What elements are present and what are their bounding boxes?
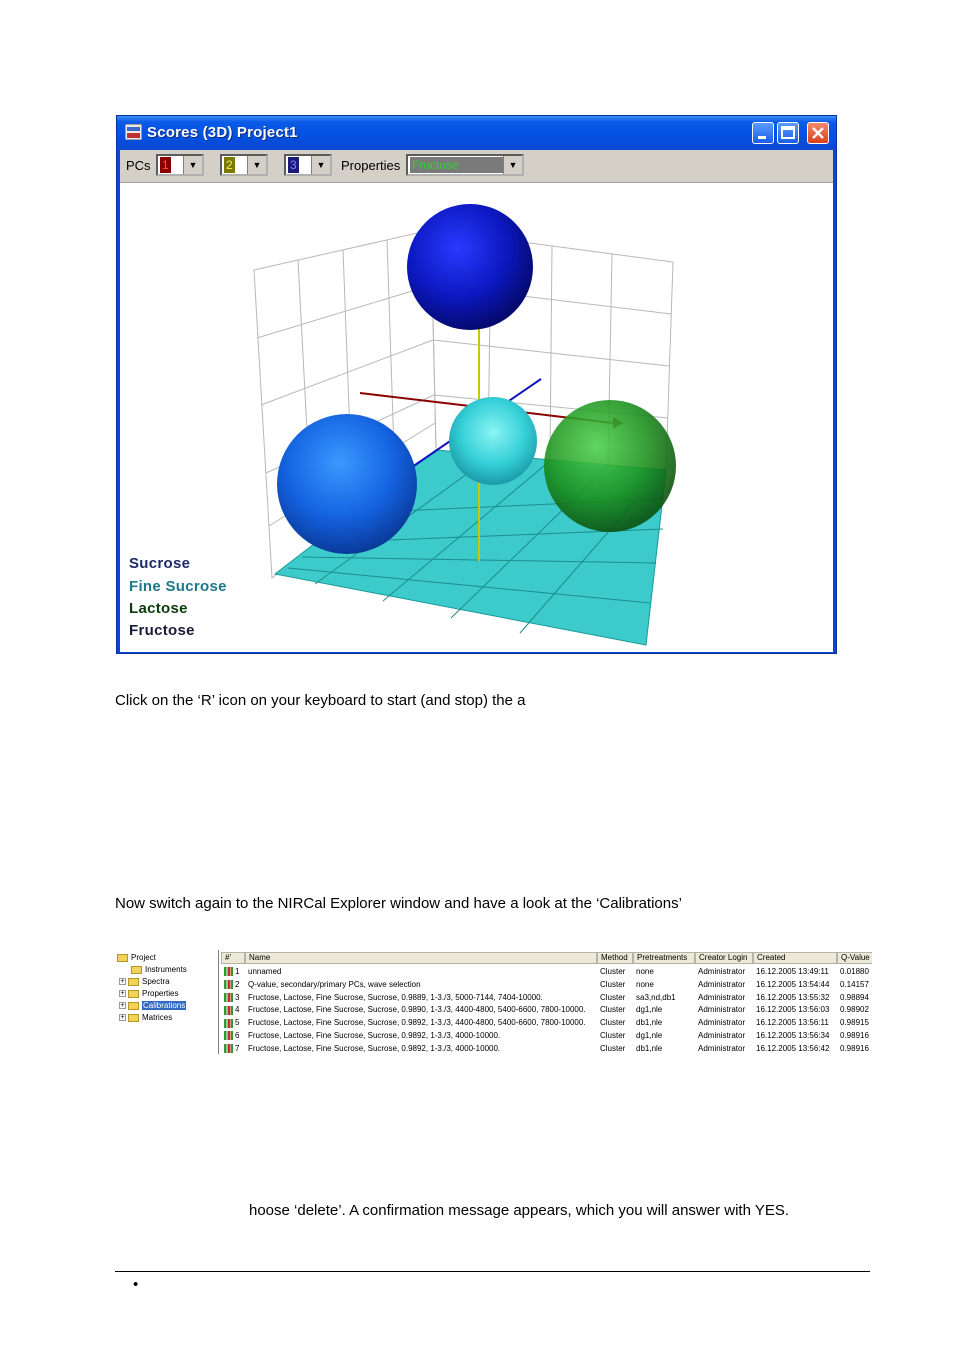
property-value: Fructose (410, 157, 506, 173)
table-cell[interactable] (248, 1017, 598, 1029)
folder-icon (128, 1002, 139, 1010)
table-cell[interactable] (840, 1043, 872, 1054)
table-cell[interactable] (248, 979, 598, 991)
column-header-created[interactable]: Created (753, 952, 837, 964)
pc2-value: 2 (226, 158, 233, 172)
cell-text: Cluster (600, 967, 626, 976)
tree-item-spectra[interactable] (119, 976, 170, 988)
legend-sucrose: Sucrose (129, 555, 191, 572)
maximize-icon (778, 123, 798, 143)
properties-label: Properties (341, 158, 401, 173)
table-cell[interactable] (636, 1017, 698, 1029)
fine-sucrose-sphere (449, 397, 537, 485)
cell-text: Cluster (600, 1031, 626, 1040)
expand-icon[interactable]: + (120, 978, 125, 986)
pcs-label: PCs (126, 158, 151, 173)
table-cell[interactable] (840, 979, 872, 991)
cell-text: 0.98916 (840, 1043, 869, 1053)
cell-text: 16.12.2005 13:55:32 (756, 992, 830, 1002)
column-header-q-value[interactable]: Q-Value (837, 952, 872, 964)
cell-text: Administrator (698, 992, 746, 1002)
chevron-down-icon: ▼ (503, 156, 522, 174)
cell-text: unnamed (248, 967, 282, 976)
calibration-icon (224, 1031, 233, 1040)
cell-text: Fructose, Lactose, Fine Sucrose, Sucrose, 0.9890, 1-3./3, 4400-4800, 5400-6600, 7800-10000. (248, 1005, 586, 1015)
scores-3d-plot[interactable] (120, 183, 833, 652)
table-cell[interactable] (698, 966, 756, 978)
table-cell[interactable] (756, 966, 840, 978)
folder-icon (117, 954, 128, 962)
minimize-button[interactable] (752, 122, 774, 144)
close-icon (808, 123, 828, 143)
legend-fructose: Fructose (129, 622, 195, 639)
table-cell[interactable] (636, 992, 698, 1004)
cell-text: dg1,nle (636, 1031, 663, 1040)
cell-text: 0.98894 (840, 992, 869, 1002)
table-cell[interactable] (248, 1030, 598, 1042)
table-cell[interactable] (840, 1004, 872, 1016)
cell-text: Cluster (600, 1018, 626, 1028)
pc2-select[interactable] (220, 154, 268, 176)
cell-text: 0.98902 (840, 1005, 869, 1015)
fructose-sphere (407, 204, 533, 330)
pc3-value: 3 (290, 158, 297, 172)
table-cell[interactable] (600, 1004, 636, 1016)
legend-lactose: Lactose (129, 600, 188, 617)
cell-text: Administrator (698, 967, 746, 976)
tree-item-label: Instruments (145, 965, 187, 974)
calibration-icon (224, 1044, 233, 1053)
cell-text: 7 (235, 1043, 240, 1053)
pc-toolbar (120, 150, 833, 183)
column-header-creator-login[interactable]: Creator Login (695, 952, 753, 964)
cell-text: 6 (235, 1031, 240, 1040)
calibration-icon (224, 993, 233, 1002)
chevron-down-icon: ▼ (183, 156, 202, 174)
paragraph-delete: hoose ‘delete’. A confirmation message appears, which you will answer with YES. (249, 1202, 790, 1219)
table-cell[interactable] (756, 1004, 840, 1016)
tree-item-label: Matrices (142, 1013, 173, 1022)
cell-text: Administrator (698, 1005, 746, 1015)
window-title: Scores (3D) Project1 (147, 124, 298, 141)
table-cell[interactable] (636, 966, 698, 978)
lactose-sphere (544, 400, 676, 532)
cell-text: 16.12.2005 13:56:11 (756, 1018, 829, 1028)
column-header-index[interactable]: #' (221, 952, 245, 964)
table-cell[interactable] (248, 966, 598, 978)
nircal-explorer (115, 950, 872, 1054)
calibration-icon (224, 1019, 233, 1028)
table-cell[interactable] (636, 1004, 698, 1016)
cell-text: Fructose, Lactose, Fine Sucrose, Sucrose, 0.9892, 1-3./3, 4000-10000. (248, 1031, 501, 1040)
row-index-cell[interactable] (224, 1004, 248, 1016)
row-index-cell[interactable] (224, 966, 248, 978)
sucrose-sphere (277, 414, 417, 554)
cell-text: 0.14157 (840, 979, 869, 989)
table-cell[interactable] (698, 992, 756, 1004)
folder-icon (131, 966, 142, 974)
cell-text: dg1,nle (636, 1005, 663, 1015)
table-cell[interactable] (600, 1043, 636, 1054)
folder-icon (128, 978, 139, 986)
tree-item-label: Spectra (142, 977, 170, 986)
cell-text: 16.12.2005 13:54:44 (756, 979, 830, 989)
table-cell[interactable] (698, 1030, 756, 1042)
cell-text: 16.12.2005 13:56:42 (756, 1043, 830, 1053)
row-index-cell[interactable] (224, 1043, 248, 1054)
pc1-select[interactable] (156, 154, 204, 176)
table-cell[interactable] (756, 1043, 840, 1054)
cell-text: Administrator (698, 1031, 746, 1040)
cell-text: 0.98915 (840, 1018, 869, 1028)
close-button[interactable] (807, 122, 829, 144)
cell-text: Cluster (600, 1043, 626, 1053)
cell-text: Fructose, Lactose, Fine Sucrose, Sucrose, 0.9892, 1-3./3, 4000-10000. (248, 1043, 501, 1053)
column-header-method[interactable]: Method (597, 952, 633, 964)
app-icon (125, 124, 142, 140)
table-cell[interactable] (756, 992, 840, 1004)
paragraph-rotate: Click on the ‘R’ icon on your keyboard to start (and stop) the a (115, 692, 526, 709)
cell-text: 4 (235, 1005, 240, 1015)
table-cell[interactable] (756, 1017, 840, 1029)
chevron-down-icon: ▼ (311, 156, 330, 174)
table-cell[interactable] (248, 1043, 598, 1054)
calibration-icon (224, 1006, 233, 1015)
cell-text: none (636, 979, 654, 989)
table-cell[interactable] (698, 1043, 756, 1054)
cell-text: 1 (235, 967, 240, 976)
table-cell[interactable] (698, 1017, 756, 1029)
cell-text: Cluster (600, 1005, 626, 1015)
cell-text: none (636, 967, 654, 976)
table-cell[interactable] (636, 979, 698, 991)
table-cell[interactable] (248, 992, 598, 1004)
table-cell[interactable] (698, 1004, 756, 1016)
cell-text: sa3,nd,db1 (636, 992, 676, 1002)
row-index-cell[interactable] (224, 1030, 248, 1042)
table-cell[interactable] (600, 1017, 636, 1029)
cell-text: Q-value, secondary/primary PCs, wave selection (248, 979, 421, 989)
cell-text: Fructose, Lactose, Fine Sucrose, Sucrose, 0.9892, 1-3./3, 4400-4800, 5400-6600, 7800-10000. (248, 1018, 586, 1028)
row-index-cell[interactable] (224, 992, 248, 1004)
cell-text: 0.01880 (840, 967, 869, 976)
folder-icon (128, 1014, 139, 1022)
table-cell[interactable] (636, 1043, 698, 1054)
cell-text: Administrator (698, 979, 746, 989)
table-cell[interactable] (248, 1004, 598, 1016)
cell-text: db1,nle (636, 1043, 663, 1053)
plot-area[interactable] (120, 183, 833, 652)
tree-item-label: Properties (142, 989, 179, 998)
project-tree (115, 950, 219, 1054)
tree-item-matrices[interactable] (119, 1012, 172, 1024)
table-cell[interactable] (698, 979, 756, 991)
chevron-down-icon: ▼ (247, 156, 266, 174)
calibrations-table (221, 950, 872, 1054)
cell-text: 0.98916 (840, 1031, 869, 1040)
table-cell[interactable] (600, 992, 636, 1004)
column-header-name[interactable]: Name (245, 952, 597, 964)
expand-icon[interactable]: + (120, 990, 125, 998)
maximize-button[interactable] (777, 122, 799, 144)
cell-text: Fructose, Lactose, Fine Sucrose, Sucrose, 0.9889, 1-3./3, 5000-7144, 7404-10000. (248, 992, 543, 1002)
table-cell[interactable] (600, 1030, 636, 1042)
legend-fine-sucrose: Fine Sucrose (129, 578, 227, 595)
title-bar[interactable] (117, 116, 836, 150)
table-cell[interactable] (840, 1017, 872, 1029)
cell-text: db1,nle (636, 1018, 663, 1028)
table-cell[interactable] (756, 1030, 840, 1042)
tree-item-label: Calibrations (143, 1001, 186, 1010)
folder-icon (128, 990, 139, 998)
cell-text: Cluster (600, 979, 626, 989)
cell-text: 2 (235, 979, 240, 989)
calibration-icon (224, 967, 233, 976)
pc1-value: 1 (162, 158, 169, 172)
tree-item-instruments[interactable] (131, 964, 187, 976)
cell-text: Administrator (698, 1018, 746, 1028)
footer-divider (115, 1271, 870, 1272)
expand-icon[interactable]: + (120, 1014, 125, 1022)
pc3-select[interactable] (284, 154, 332, 176)
cell-text: 16.12.2005 13:56:34 (756, 1031, 830, 1040)
cell-text: 5 (235, 1018, 240, 1028)
calibration-icon (224, 980, 233, 989)
row-index-cell[interactable] (224, 979, 248, 991)
table-cell[interactable] (840, 1030, 872, 1042)
tree-item-properties[interactable] (119, 988, 178, 1000)
tree-item-label: Project (131, 953, 156, 962)
cell-text: 16.12.2005 13:56:03 (756, 1005, 830, 1015)
table-cell[interactable] (840, 966, 872, 978)
cell-text: Administrator (698, 1043, 746, 1053)
row-index-cell[interactable] (224, 1017, 248, 1029)
minimize-icon (753, 123, 773, 143)
scores-3d-window (116, 115, 837, 654)
table-cell[interactable] (636, 1030, 698, 1042)
cell-text: 3 (235, 992, 240, 1002)
paragraph-switch: Now switch again to the NIRCal Explorer window and have a look at the ‘Calibrations’ (115, 895, 682, 912)
cell-text: Cluster (600, 992, 626, 1002)
cell-text: 16.12.2005 13:49:11 (756, 967, 829, 976)
footer-bullet: • (133, 1276, 139, 1293)
tree-item-calibrations[interactable] (119, 1000, 186, 1012)
table-cell[interactable] (756, 979, 840, 991)
tree-item-project[interactable] (117, 952, 156, 964)
table-cell[interactable] (840, 992, 872, 1004)
column-header-pretreatments[interactable]: Pretreatments (633, 952, 695, 964)
table-cell[interactable] (600, 979, 636, 991)
property-select[interactable] (406, 154, 524, 176)
expand-icon[interactable]: + (120, 1002, 125, 1010)
table-cell[interactable] (600, 966, 636, 978)
